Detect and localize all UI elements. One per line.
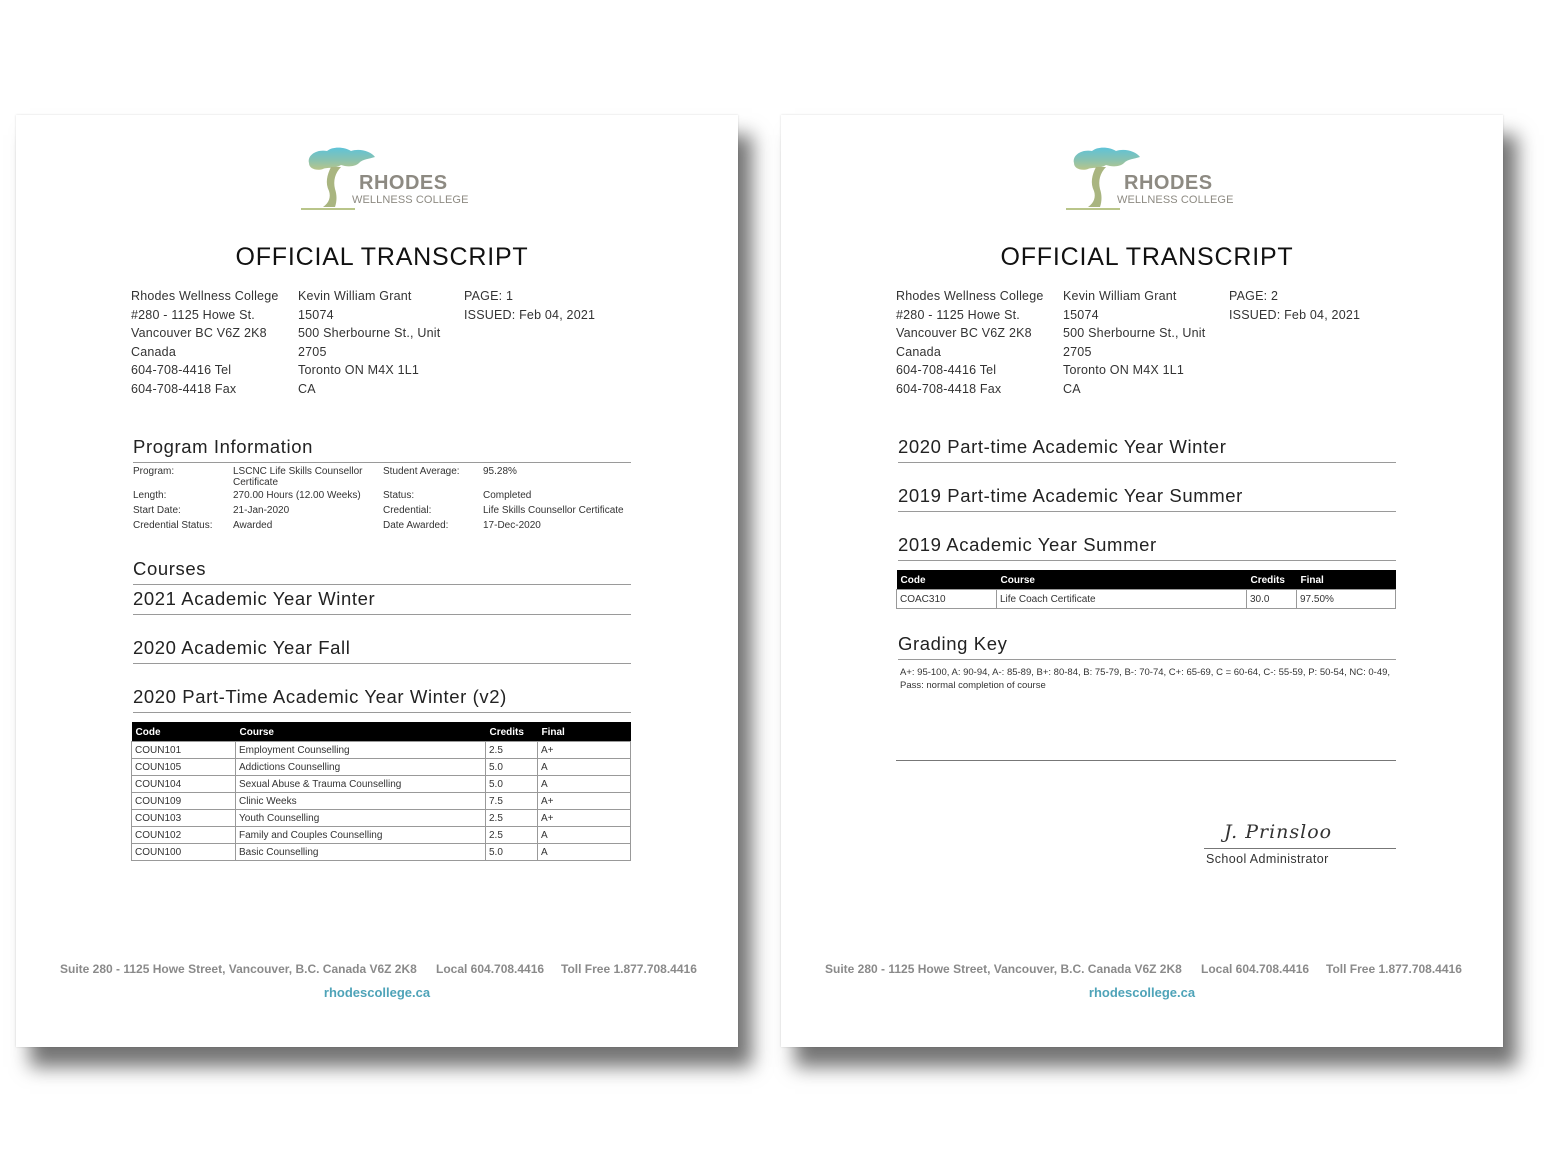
table-row: COUN101 Employment Counselling 2.5 A+ <box>132 742 631 759</box>
program-info-heading: Program Information <box>133 436 631 463</box>
page-meta <box>1229 287 1360 324</box>
col-course-header: Course <box>236 722 486 742</box>
credential-status-value: Awarded <box>233 520 273 531</box>
student-address: Kevin William Grant 15074 500 Sherbourne St., Unit 2705 Toronto ON M4X 1L1 CA <box>298 289 441 396</box>
term-heading: 2020 Academic Year Fall <box>133 637 631 664</box>
school-address: Rhodes Wellness College #280 - 1125 Howe St. Vancouver BC V6Z 2K8 Canada 604-708-4416 Tel 604-708-4418 Fax <box>131 289 279 396</box>
transcript-page-1 <box>16 115 738 1047</box>
college-logo <box>1066 145 1246 215</box>
footer-website-link[interactable]: rhodescollege.ca <box>1088 985 1196 1000</box>
length-value: 270.00 Hours (12.00 Weeks) <box>233 490 361 501</box>
col-code-header: Code <box>132 722 236 742</box>
transcript-page-2 <box>781 115 1503 1047</box>
page-title: OFFICIAL TRANSCRIPT <box>235 243 529 271</box>
term-heading: 2021 Academic Year Winter <box>133 588 631 615</box>
issued-date: ISSUED: Feb 04, 2021 <box>464 307 596 322</box>
footer-address: Suite 280 - 1125 Howe Street, Vancouver, B.C. Canada V6Z 2K8 <box>60 962 417 976</box>
col-credits-header: Credits <box>486 722 538 742</box>
logo-subtitle: WELLNESS COLLEGE <box>1117 194 1234 206</box>
date-awarded-value: 17-Dec-2020 <box>483 520 541 531</box>
col-course-header: Course <box>997 570 1247 590</box>
table-header-row <box>132 722 631 742</box>
status-value: Completed <box>483 490 532 501</box>
divider <box>896 760 1396 761</box>
col-final-header: Final <box>1297 570 1396 590</box>
page-number: PAGE: 1 <box>464 289 514 303</box>
signature-line <box>1204 848 1396 849</box>
grading-key-heading: Grading Key <box>898 633 1396 660</box>
logo-name: RHODES <box>359 172 448 194</box>
footer-local-phone: Local 604.708.4416 <box>1201 962 1310 976</box>
col-code-header: Code <box>897 570 997 590</box>
average-label: Student Average: <box>383 466 460 477</box>
school-address: Rhodes Wellness College #280 - 1125 Howe St. Vancouver BC V6Z 2K8 Canada 604-708-4416 Tel 604-708-4418 Fax <box>896 289 1044 396</box>
page-title: OFFICIAL TRANSCRIPT <box>1000 243 1294 271</box>
page-number: PAGE: 2 <box>1229 289 1279 303</box>
term-heading: 2019 Part-time Academic Year Summer <box>898 485 1396 512</box>
term-heading: 2020 Part-Time Academic Year Winter (v2) <box>133 686 631 713</box>
grading-key-text: A+: 95-100, A: 90-94, A-: 85-89, B+: 80-84, B: 75-79, B-: 70-74, C+: 65-69, C = 60-64, C-: 55-59, P: 50-54, NC: 0-49, Pass: normal completion of course <box>900 667 1391 691</box>
credential-value: Life Skills Counsellor Certificate <box>483 505 624 516</box>
table-row: COUN109 Clinic Weeks 7.5 A+ <box>132 793 631 810</box>
footer-local-phone: Local 604.708.4416 <box>436 962 545 976</box>
date-awarded-label: Date Awarded: <box>383 520 449 531</box>
signature: J. Prinsloo <box>1224 821 1333 843</box>
table-row: COUN103 Youth Counselling 2.5 A+ <box>132 810 631 827</box>
start-date-label: Start Date: <box>133 505 181 516</box>
footer-address: Suite 280 - 1125 Howe Street, Vancouver, B.C. Canada V6Z 2K8 <box>825 962 1182 976</box>
signature-title: School Administrator <box>1206 852 1329 866</box>
start-date-value: 21-Jan-2020 <box>233 505 290 516</box>
courses-table <box>896 570 1396 609</box>
program-value: LSCNC Life Skills Counsellor Certificate <box>233 466 363 488</box>
logo-subtitle: WELLNESS COLLEGE <box>352 194 469 206</box>
footer-website-link[interactable]: rhodescollege.ca <box>323 985 431 1000</box>
term-heading: 2020 Part-time Academic Year Winter <box>898 436 1396 463</box>
page-meta <box>464 287 595 324</box>
student-address: Kevin William Grant 15074 500 Sherbourne St., Unit 2705 Toronto ON M4X 1L1 CA <box>1063 289 1206 396</box>
status-label: Status: <box>383 490 415 501</box>
college-logo <box>301 145 481 215</box>
table-row: COUN104 Sexual Abuse & Trauma Counselling 5.0 A <box>132 776 631 793</box>
program-label: Program: <box>133 466 175 477</box>
credential-label: Credential: <box>383 505 432 516</box>
table-row: COUN105 Addictions Counselling 5.0 A <box>132 759 631 776</box>
logo-name: RHODES <box>1124 172 1213 194</box>
table-row: COAC310 Life Coach Certificate 30.0 97.50% <box>897 590 1396 609</box>
courses-table <box>131 722 631 861</box>
issued-date: ISSUED: Feb 04, 2021 <box>1229 307 1361 322</box>
col-credits-header: Credits <box>1247 570 1297 590</box>
col-final-header: Final <box>538 722 631 742</box>
footer-toll-free: Toll Free 1.877.708.4416 <box>1326 962 1462 976</box>
courses-heading: Courses <box>133 558 631 585</box>
average-value: 95.28% <box>483 466 517 477</box>
term-heading: 2019 Academic Year Summer <box>898 534 1396 561</box>
table-header-row <box>897 570 1396 590</box>
table-row: COUN102 Family and Couples Counselling 2.5 A <box>132 827 631 844</box>
credential-status-label: Credential Status: <box>133 520 213 531</box>
footer-toll-free: Toll Free 1.877.708.4416 <box>561 962 697 976</box>
length-label: Length: <box>133 490 167 501</box>
table-row: COUN100 Basic Counselling 5.0 A <box>132 844 631 861</box>
